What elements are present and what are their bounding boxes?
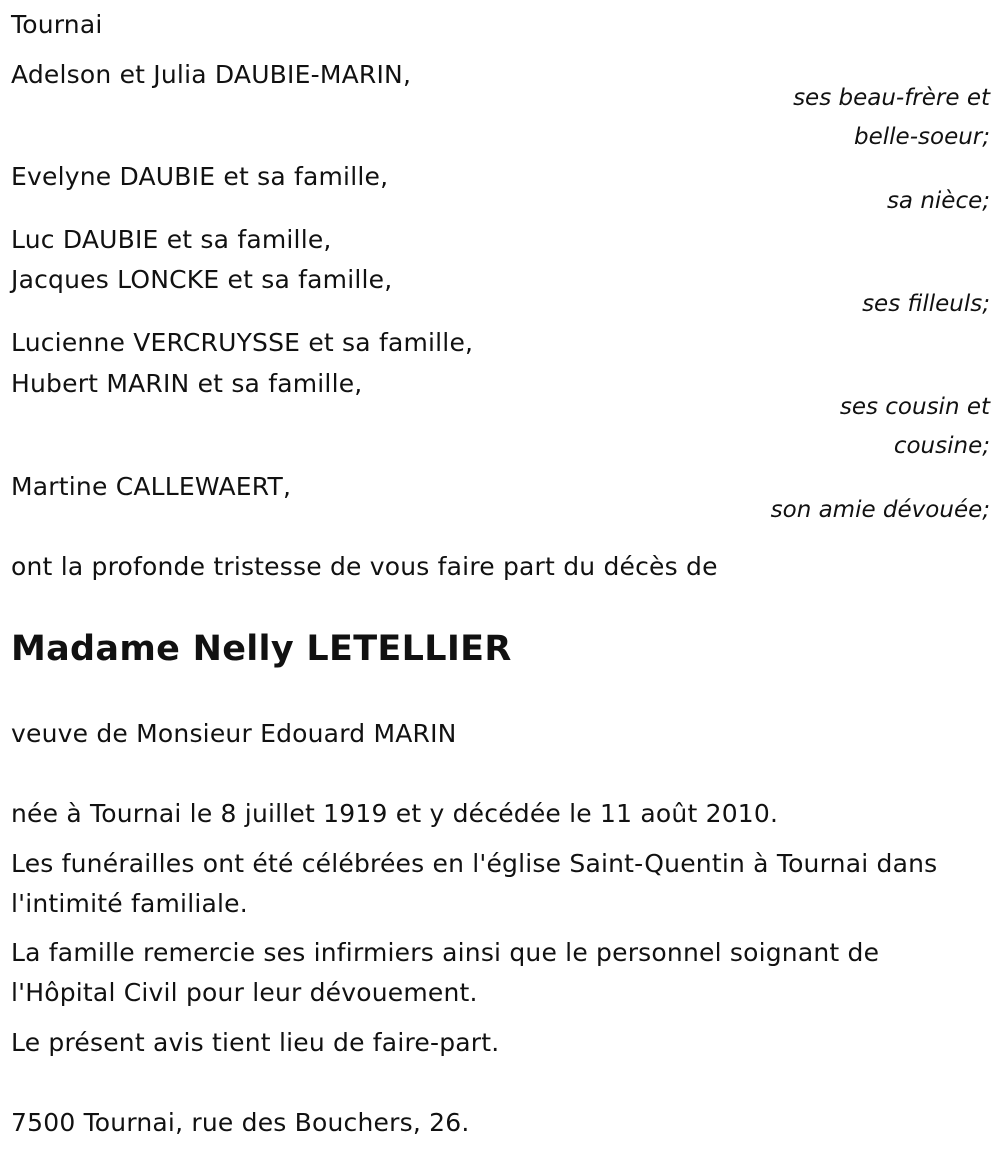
notice-text: Le présent avis tient lieu de faire-part. (11, 1028, 500, 1057)
family-name-adelson-julia: Adelson et Julia DAUBIE-MARIN, (11, 60, 412, 89)
birth-death-text: née à Tournai le 8 juillet 1919 et y décédée le 11 août 2010. (11, 799, 779, 828)
relation-cousine: cousine; (893, 433, 990, 459)
thanks-text-line-1: La famille remercie ses infirmiers ainsi que le personnel soignant de (11, 938, 880, 967)
family-name-luc: Luc DAUBIE et sa famille, (11, 225, 332, 254)
thanks-text-line-2: l'Hôpital Civil pour leur dévouement. (11, 978, 478, 1007)
location: Tournai (11, 10, 103, 39)
family-name-hubert: Hubert MARIN et sa famille, (11, 369, 363, 398)
relation-niece: sa nièce; (886, 188, 990, 214)
deceased-name: Madame Nelly LETELLIER (11, 629, 512, 669)
family-name-lucienne: Lucienne VERCRUYSSE et sa famille, (11, 328, 474, 357)
relation-belle-soeur: belle-soeur; (854, 124, 990, 150)
family-name-jacques: Jacques LONCKE et sa famille, (11, 265, 393, 294)
relation-filleuls: ses filleuls; (862, 291, 990, 317)
relation-beau-frere: ses beau-frère et (793, 85, 990, 111)
address-text: 7500 Tournai, rue des Bouchers, 26. (11, 1108, 470, 1137)
funeral-text-line-1: Les funérailles ont été célébrées en l'église Saint-Quentin à Tournai dans (11, 849, 938, 878)
family-name-evelyne: Evelyne DAUBIE et sa famille, (11, 162, 389, 191)
funeral-text-line-2: l'intimité familiale. (11, 889, 248, 918)
family-name-martine: Martine CALLEWAERT, (11, 472, 292, 501)
announcement-text: ont la profonde tristesse de vous faire part du décès de (11, 552, 718, 581)
relation-cousin: ses cousin et (839, 394, 990, 420)
widow-of-text: veuve de Monsieur Edouard MARIN (11, 719, 457, 748)
relation-amie: son amie dévouée; (770, 497, 990, 523)
